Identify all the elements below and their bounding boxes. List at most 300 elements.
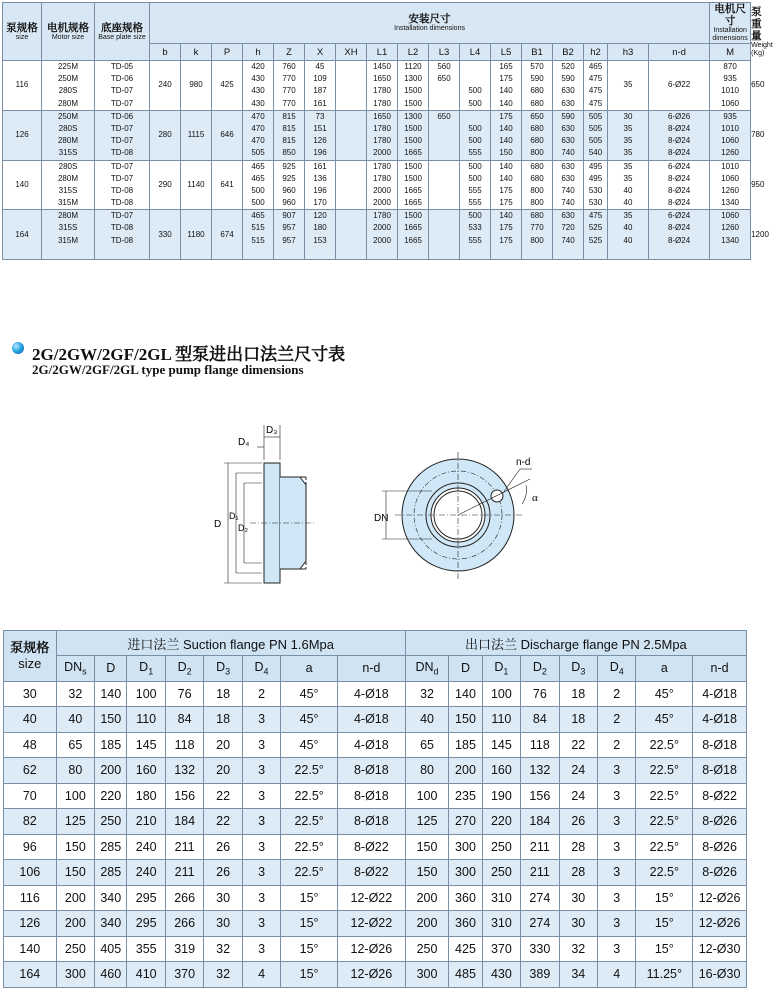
- cell-line: 280M: [57, 211, 78, 221]
- cell-line: 35: [623, 80, 633, 90]
- cell-blank: [608, 247, 648, 259]
- cell-l3: [429, 110, 460, 160]
- cell-line: 1780: [373, 123, 391, 133]
- cell-line: 35: [623, 173, 633, 183]
- cell-line: 187: [313, 86, 327, 96]
- cell-line: 225M: [57, 62, 78, 71]
- cell-line: 1665: [404, 148, 422, 158]
- cell-line: 815: [282, 123, 296, 133]
- cell-line: 1500: [404, 86, 422, 96]
- suction-col-dns: $DN_s$: [56, 656, 94, 682]
- cell-value: 40: [56, 707, 94, 733]
- cell-value: 26: [559, 809, 597, 835]
- table-row: [4, 860, 747, 886]
- cell-line: 935: [723, 111, 737, 121]
- cell-value: 2: [598, 681, 636, 707]
- cell-xh: [336, 110, 367, 160]
- cell-line: 505: [588, 111, 603, 121]
- cell-line: TD-07: [110, 98, 134, 108]
- cell-value: 24: [559, 758, 597, 784]
- cell-value: 22: [204, 783, 242, 809]
- table-row: [4, 834, 747, 860]
- cell-value: 125: [405, 809, 449, 835]
- cell-line: 960: [282, 185, 296, 195]
- label-d1: D₁: [229, 511, 239, 521]
- discharge-title: 出口法兰 Discharge flange PN 2.5Mpa: [405, 631, 746, 656]
- cell-value: 220: [482, 809, 520, 835]
- cell-value: 3: [598, 860, 636, 886]
- cell-line: 570: [530, 62, 544, 71]
- cell-line: 175: [499, 185, 513, 195]
- cell-b: [150, 210, 181, 260]
- cell-line: 980: [189, 80, 203, 90]
- cell-line: 957: [282, 223, 296, 233]
- cell-line: TD-06: [110, 74, 134, 84]
- discharge-col-a: a: [636, 656, 693, 682]
- cell-line: 740: [561, 185, 575, 195]
- cell-line: 280S: [58, 161, 78, 171]
- cell-line: 630: [561, 136, 575, 146]
- flange-side-view: [224, 425, 315, 583]
- cell-line: 1780: [373, 173, 391, 183]
- cell-line: 680: [530, 173, 544, 183]
- cell-line: 770: [530, 223, 544, 233]
- cell-line: 815: [282, 136, 296, 146]
- hdr-col-l1: L1: [367, 44, 398, 61]
- discharge-col-dnd: $DN_d$: [405, 656, 449, 682]
- cell-h: [243, 160, 274, 210]
- cell-line: 1115: [187, 130, 205, 140]
- cell-line: 1260: [721, 148, 739, 158]
- cell-line: 35: [623, 136, 633, 146]
- cell-line: 1120: [404, 62, 422, 71]
- cell-m: [710, 210, 751, 260]
- cell-blank: [522, 247, 552, 259]
- cell-line: 530: [588, 185, 603, 195]
- cell-h3: [608, 160, 649, 210]
- cell-b1: [522, 160, 553, 210]
- cell-value: 45°: [281, 707, 338, 733]
- cell-line: 8-Ø24: [667, 148, 691, 158]
- cell-line: [429, 85, 459, 97]
- cell-k: [181, 110, 212, 160]
- section-title-en: 2G/2GW/2GF/2GL type pump flange dimensions: [32, 362, 304, 377]
- cell-line: 280M: [57, 173, 78, 183]
- cell-line: 1180: [187, 229, 205, 239]
- cell-value: 389: [521, 962, 559, 988]
- cell-value: 200: [405, 911, 449, 937]
- cell-p: [212, 210, 243, 260]
- table-row: [4, 885, 747, 911]
- cell-value: 2: [242, 681, 280, 707]
- cell-blank: [243, 247, 273, 259]
- cell-value: 22.5°: [636, 834, 693, 860]
- cell-line: 8-Ø24: [667, 136, 691, 146]
- cell-value: 3: [242, 911, 280, 937]
- cell-l2: [398, 61, 429, 111]
- hdr-col-b2: B2: [553, 44, 584, 61]
- discharge-col-d: D: [449, 656, 482, 682]
- cell-line: 6-Ø26: [667, 111, 691, 121]
- cell-value: 40: [405, 707, 449, 733]
- cell-value: 211: [521, 834, 559, 860]
- cell-p: [212, 160, 243, 210]
- cell-size: [3, 110, 42, 160]
- cell-k: [181, 160, 212, 210]
- cell-line: 175: [499, 198, 513, 208]
- cell-line: 560: [437, 62, 451, 71]
- cell-line: 8-Ø24: [667, 123, 691, 133]
- cell-size: 96: [4, 834, 57, 860]
- cell-line: 960: [282, 198, 296, 208]
- cell-value: 460: [95, 962, 127, 988]
- cell-value: 22.5°: [636, 809, 693, 835]
- cell-line: 850: [282, 148, 296, 158]
- cell-value: 80: [405, 758, 449, 784]
- cell-l1: [367, 210, 398, 260]
- flange-front-view: [382, 452, 532, 580]
- cell-value: 100: [405, 783, 449, 809]
- cell-line: [429, 135, 459, 147]
- cell-nd: [649, 160, 710, 210]
- cell-line: 8-Ø24: [667, 185, 691, 195]
- cell-size: [3, 210, 42, 260]
- cell-line: 800: [530, 198, 544, 208]
- cell-line: 740: [561, 148, 575, 158]
- cell-l4: [460, 160, 491, 210]
- cell-b2: [553, 61, 584, 111]
- cell-size: 106: [4, 860, 57, 886]
- cell-motor: [42, 61, 95, 111]
- cell-value: 22.5°: [636, 732, 693, 758]
- cell-line: 315S: [58, 223, 78, 233]
- hdr-col-x: X: [305, 44, 336, 61]
- cell-line: 120: [313, 211, 327, 221]
- cell-line: 2000: [373, 185, 391, 195]
- cell-value: 150: [95, 707, 127, 733]
- cell-line: 470: [251, 123, 265, 133]
- cell-line: 630: [561, 173, 575, 183]
- cell-size: 48: [4, 732, 57, 758]
- cell-line: [429, 173, 459, 185]
- table-row: [4, 681, 747, 707]
- cell-line: 150: [499, 148, 513, 158]
- cell-line: 1500: [404, 211, 422, 221]
- cell-line: 1780: [373, 98, 391, 108]
- cell-line: 1665: [404, 235, 422, 245]
- cell-value: 32: [405, 681, 449, 707]
- cell-line: 770: [282, 74, 296, 84]
- cell-line: 140: [499, 161, 513, 171]
- cell-line: 800: [530, 185, 544, 195]
- cell-value: 20: [204, 732, 242, 758]
- cell-line: 6-Ø22: [667, 80, 691, 90]
- cell-value: 4-Ø18: [693, 681, 747, 707]
- table-row: [4, 732, 747, 758]
- cell-value: 110: [482, 707, 520, 733]
- cell-b1: [522, 61, 553, 111]
- cell-line: 540: [588, 148, 603, 158]
- label-alpha: α: [532, 492, 538, 504]
- cell-value: 132: [165, 758, 203, 784]
- cell-value: 84: [165, 707, 203, 733]
- hdr-base: 底座规格 Base plate size: [95, 3, 150, 61]
- cell-h3: [608, 210, 649, 260]
- cell-line: 151: [313, 123, 327, 133]
- cell-value: 140: [449, 681, 482, 707]
- cell-value: 425: [449, 936, 482, 962]
- discharge-col-d2: $D_2$: [521, 656, 559, 682]
- cell-value: 65: [56, 732, 94, 758]
- cell-line: 674: [220, 229, 234, 239]
- cell-value: 76: [165, 681, 203, 707]
- hdr-col-nd: n-d: [649, 44, 710, 61]
- cell-line: 475: [588, 98, 603, 108]
- cell-value: 8-Ø18: [693, 732, 747, 758]
- cell-value: 240: [127, 860, 165, 886]
- cell-line: [336, 179, 366, 191]
- cell-line: 2000: [373, 235, 391, 245]
- cell-line: 500: [251, 198, 265, 208]
- cell-value: 18: [204, 707, 242, 733]
- cell-line: 800: [530, 235, 544, 245]
- cell-line: 140: [499, 98, 513, 108]
- cell-line: 770: [282, 86, 296, 96]
- cell-value: 84: [521, 707, 559, 733]
- cell-value: 340: [95, 911, 127, 937]
- cell-value: 360: [449, 911, 482, 937]
- cell-l1: [367, 160, 398, 210]
- discharge-col-d1: $D_1$: [482, 656, 520, 682]
- hdr-size: 泵规格 size: [3, 3, 42, 61]
- cell-k: [181, 210, 212, 260]
- cell-l4: [460, 110, 491, 160]
- cell-value: 150: [56, 834, 94, 860]
- cell-line: 740: [561, 235, 575, 245]
- cell-value: 45°: [636, 681, 693, 707]
- cell-line: 140: [499, 123, 513, 133]
- cell-line: 1300: [404, 111, 422, 121]
- table-row: [4, 911, 747, 937]
- cell-value: 4: [242, 962, 280, 988]
- table-row: 164 280M 315S 315M TD-07 TD-08 TD-08 330 1180 674 465 515 515 907 957 957 120 180 153 1780 2000 2000 1500 1665 1665 500 533 555 140 175 175 680 770 800 630 720 740 475 525 525 35 40 40 6-Ø24 8-Ø24 8-Ø24 1060 1260 1340 1200: [3, 210, 751, 260]
- cell-value: 150: [56, 860, 94, 886]
- cell-value: 340: [95, 885, 127, 911]
- cell-blank: [460, 247, 490, 259]
- cell-b1: [522, 210, 553, 260]
- cell-line: 1500: [404, 136, 422, 146]
- cell-line: 2000: [373, 223, 391, 233]
- cell-line: 1010: [721, 86, 739, 96]
- cell-line: TD-08: [110, 198, 134, 208]
- cell-blank: [305, 247, 335, 259]
- cell-line: 35: [623, 123, 633, 133]
- cell-base: [95, 110, 150, 160]
- cell-value: 8-Ø18: [337, 758, 405, 784]
- cell-value: 370: [165, 962, 203, 988]
- cell-value: 300: [449, 860, 482, 886]
- cell-value: 22.5°: [281, 758, 338, 784]
- cell-line: 630: [561, 86, 575, 96]
- cell-value: 12-Ø26: [337, 962, 405, 988]
- cell-line: 1060: [721, 211, 739, 221]
- cell-line: 240: [158, 80, 172, 90]
- cell-value: 430: [482, 962, 520, 988]
- cell-line: 1780: [373, 86, 391, 96]
- cell-line: 505: [588, 123, 603, 133]
- cell-line: [429, 147, 459, 159]
- cell-x: [305, 61, 336, 111]
- cell-value: 110: [127, 707, 165, 733]
- cell-line: 530: [588, 198, 603, 208]
- cell-value: 12-Ø26: [693, 911, 747, 937]
- cell-value: 8-Ø22: [337, 860, 405, 886]
- cell-value: 250: [95, 809, 127, 835]
- cell-line: 165: [499, 62, 513, 71]
- cell-h2: [584, 210, 608, 260]
- cell-line: 1140: [187, 179, 205, 189]
- cell-value: 211: [165, 834, 203, 860]
- cell-line: 35: [623, 148, 633, 158]
- cell-size: [3, 160, 42, 210]
- cell-value: 250: [405, 936, 449, 962]
- cell-line: 555: [468, 198, 482, 208]
- cell-line: 465: [588, 62, 603, 71]
- cell-p: [212, 110, 243, 160]
- cell-size: 140: [4, 936, 57, 962]
- cell-value: 18: [559, 681, 597, 707]
- cell-line: [429, 185, 459, 197]
- cell-line: 161: [313, 98, 327, 108]
- cell-line: 495: [588, 173, 603, 183]
- label-dn: DN: [374, 513, 389, 524]
- cell-value: 32: [56, 681, 94, 707]
- cell-value: 80: [56, 758, 94, 784]
- cell-line: 770: [282, 98, 296, 108]
- cell-line: TD-07: [110, 86, 134, 96]
- cell-line: 140: [499, 136, 513, 146]
- cell-line: 40: [623, 223, 633, 233]
- cell-blank: [649, 247, 709, 259]
- cell-line: 175: [499, 223, 513, 233]
- cell-line: 1450: [373, 62, 391, 71]
- table-row: [4, 783, 747, 809]
- cell-size: 70: [4, 783, 57, 809]
- cell-value: 65: [405, 732, 449, 758]
- cell-value: 45°: [281, 732, 338, 758]
- cell-value: 15°: [281, 936, 338, 962]
- cell-line: 515: [251, 235, 265, 245]
- suction-col-d3: $D_3$: [204, 656, 242, 682]
- cell-value: 3: [242, 860, 280, 886]
- cell-l1: [367, 110, 398, 160]
- cell-value: 235: [449, 783, 482, 809]
- cell-b: [150, 160, 181, 210]
- cell-line: 1340: [721, 198, 739, 208]
- cell-line: 680: [530, 161, 544, 171]
- cell-value: 8-Ø26: [693, 834, 747, 860]
- suction-col-a: a: [281, 656, 338, 682]
- cell-line: 175: [499, 235, 513, 245]
- cell-h3: [608, 61, 649, 111]
- cell-value: 22.5°: [636, 783, 693, 809]
- cell-value: 184: [165, 809, 203, 835]
- cell-b: [150, 61, 181, 111]
- cell-value: 211: [165, 860, 203, 886]
- cell-line: 475: [588, 86, 603, 96]
- cell-size: 164: [4, 962, 57, 988]
- cell-value: 22.5°: [281, 783, 338, 809]
- cell-value: 8-Ø18: [337, 783, 405, 809]
- cell-line: TD-08: [110, 235, 134, 245]
- cell-line: 280S: [58, 123, 78, 133]
- cell-value: 145: [482, 732, 520, 758]
- table-row: [4, 758, 747, 784]
- cell-x: [305, 210, 336, 260]
- cell-z: [274, 160, 305, 210]
- cell-value: 34: [559, 962, 597, 988]
- cell-line: 650: [437, 111, 451, 121]
- cell-value: 3: [242, 834, 280, 860]
- cell-line: 500: [468, 86, 482, 96]
- cell-value: 3: [242, 936, 280, 962]
- cell-line: 1500: [404, 173, 422, 183]
- cell-value: 185: [95, 732, 127, 758]
- cell-line: 870: [723, 62, 737, 71]
- cell-motor: [42, 210, 95, 260]
- cell-value: 3: [598, 758, 636, 784]
- cell-line: [429, 98, 459, 110]
- cell-line: 465: [251, 161, 265, 171]
- cell-line: [429, 235, 459, 247]
- cell-value: 2: [598, 732, 636, 758]
- cell-line: 641: [220, 179, 234, 189]
- cell-line: 555: [468, 235, 482, 245]
- cell-value: 22.5°: [281, 860, 338, 886]
- label-d2: D₂: [238, 523, 248, 533]
- cell-size: 30: [4, 681, 57, 707]
- cell-line: 175: [499, 74, 513, 84]
- cell-line: 420: [251, 62, 265, 71]
- cell-value: 15°: [281, 911, 338, 937]
- hdr-col-h: h: [243, 44, 274, 61]
- cell-line: 680: [530, 86, 544, 96]
- cell-value: 15°: [636, 936, 693, 962]
- hdr-col-l5: L5: [491, 44, 522, 61]
- suction-col-d4: $D_4$: [242, 656, 280, 682]
- cell-value: 118: [165, 732, 203, 758]
- cell-l5: [491, 160, 522, 210]
- cell-line: 250M: [57, 74, 78, 84]
- cell-line: 500: [468, 98, 482, 108]
- cell-h2: [584, 160, 608, 210]
- cell-line: TD-08: [110, 223, 134, 233]
- cell-x: [305, 160, 336, 210]
- cell-line: 646: [220, 130, 234, 140]
- table-row: [4, 707, 747, 733]
- cell-line: 280: [158, 130, 172, 140]
- cell-value: 26: [204, 860, 242, 886]
- cell-value: 30: [559, 885, 597, 911]
- cell-line: 116: [15, 80, 29, 90]
- cell-value: 11.25°: [636, 962, 693, 988]
- cell-line: 630: [561, 161, 575, 171]
- cell-b: [150, 110, 181, 160]
- cell-value: 220: [95, 783, 127, 809]
- cell-line: 40: [623, 185, 633, 195]
- label-d3: D₃: [266, 425, 278, 436]
- cell-value: 30: [204, 885, 242, 911]
